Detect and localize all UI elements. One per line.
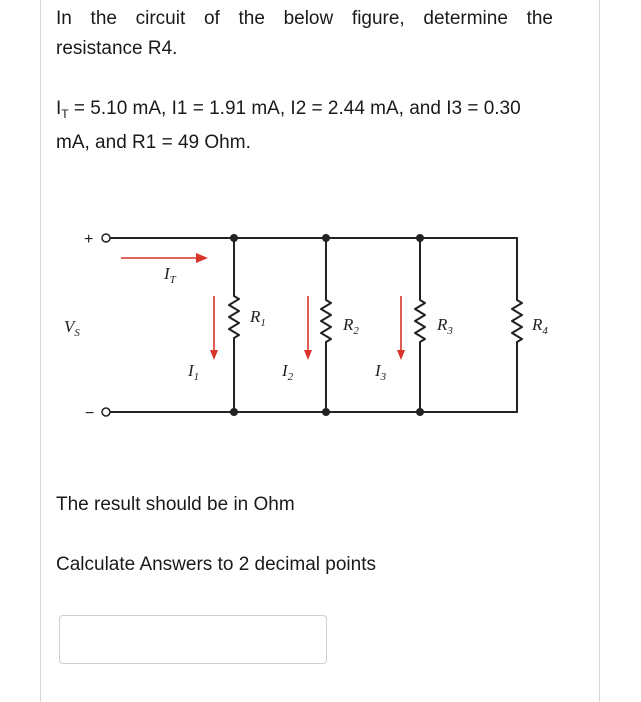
r4-resistor xyxy=(512,238,522,412)
junction-dot xyxy=(230,408,238,416)
positive-terminal xyxy=(102,234,110,242)
given-values-line2: mA, and R1 = 49 Ohm. xyxy=(56,132,251,153)
it-label: $I_T$ xyxy=(164,264,176,286)
answer-input[interactable] xyxy=(59,615,327,664)
vs-label: $V_S$ xyxy=(64,317,80,339)
junction-dot xyxy=(416,234,424,242)
negative-terminal xyxy=(102,408,110,416)
junction-dot xyxy=(322,408,330,416)
r2-resistor xyxy=(321,238,331,412)
it-symbol-subscript: T xyxy=(61,107,69,121)
r1-resistor xyxy=(229,238,239,412)
r3-label: $R_3$ xyxy=(437,315,453,337)
question-text-line1: In the circuit of the below figure, determine the xyxy=(56,8,553,29)
junction-dot xyxy=(416,408,424,416)
given-values-text: = 5.10 mA, I1 = 1.91 mA, I2 = 2.44 mA, and I3 = 0.30 xyxy=(68,98,521,119)
r2-label: $R_2$ xyxy=(343,315,359,337)
junction-dot xyxy=(230,234,238,242)
r3-resistor xyxy=(415,238,425,412)
i1-label: $I_1$ xyxy=(188,361,200,383)
plus-sign-label: + xyxy=(84,231,94,248)
i3-label: $I_3$ xyxy=(375,361,387,383)
it-symbol: I xyxy=(56,98,62,119)
r1-label: $R_1$ xyxy=(250,307,266,329)
question-text-line2: resistance R4. xyxy=(56,38,178,59)
unit-instruction: The result should be in Ohm xyxy=(56,494,295,515)
minus-sign-label: − xyxy=(85,405,95,422)
r4-label: $R_4$ xyxy=(532,315,548,337)
i2-label: $I_2$ xyxy=(282,361,294,383)
junction-dot xyxy=(322,234,330,242)
decimal-instruction: Calculate Answers to 2 decimal points xyxy=(56,554,376,575)
